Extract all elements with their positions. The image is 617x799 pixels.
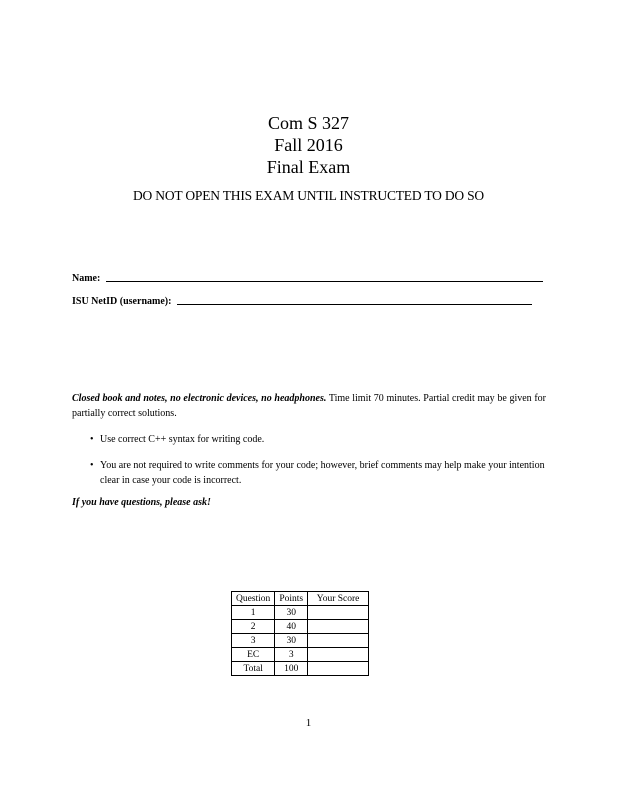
table-row <box>232 606 369 620</box>
course-title: Com S 327 <box>267 113 350 133</box>
bullet-text-comments: • You are not required to write comments for your code; however, brief comments may help make your intention clear in case your code is incorrect. <box>90 458 546 488</box>
do-not-open-notice: DO NOT OPEN THIS EXAM UNTIL INSTRUCTED TO DO SO <box>133 188 484 203</box>
points-cell: 3 <box>275 648 308 662</box>
netid-write-line <box>177 304 532 305</box>
score-cell <box>308 648 369 662</box>
table-row <box>232 634 369 648</box>
header-points: Points <box>275 592 308 606</box>
question-cell: 3 <box>232 634 275 648</box>
instructions-lead: Closed book and notes, no electronic devices, no headphones. <box>72 393 327 404</box>
score-cell <box>308 620 369 634</box>
header-question: Question <box>232 592 275 606</box>
questions-note: If you have questions, please ask! <box>72 497 211 508</box>
question-cell: EC <box>232 648 275 662</box>
name-write-line <box>106 281 543 282</box>
page-number: 1 <box>305 717 312 729</box>
name-label: Name: <box>72 273 101 284</box>
points-cell: 40 <box>275 620 308 634</box>
bullet-text-syntax: • Use correct C++ syntax for writing code. <box>90 432 546 447</box>
points-cell: 100 <box>275 662 308 676</box>
term-title: Fall 2016 <box>274 135 343 155</box>
score-cell <box>308 634 369 648</box>
netid-field <box>72 296 532 307</box>
instructions-paragraph <box>72 391 546 421</box>
bullet-item <box>90 432 546 447</box>
header-your-score: Your Score <box>308 592 369 606</box>
table-row <box>232 620 369 634</box>
title-block <box>0 112 617 178</box>
instructions-rest: Time limit 70 minutes. Partial credit may be given for partially correct solutions. <box>72 393 546 419</box>
points-cell: 30 <box>275 634 308 648</box>
bullet-item <box>90 458 546 488</box>
exam-title: Final Exam <box>266 157 351 177</box>
netid-label: ISU NetID (username): <box>72 296 172 307</box>
score-table <box>231 591 369 676</box>
name-field <box>72 273 543 284</box>
score-table-header <box>232 592 369 606</box>
table-row <box>232 648 369 662</box>
points-cell: 30 <box>275 606 308 620</box>
score-cell <box>308 606 369 620</box>
question-cell: Total <box>232 662 275 676</box>
score-cell <box>308 662 369 676</box>
question-cell: 1 <box>232 606 275 620</box>
question-cell: 2 <box>232 620 275 634</box>
table-row <box>232 662 369 676</box>
